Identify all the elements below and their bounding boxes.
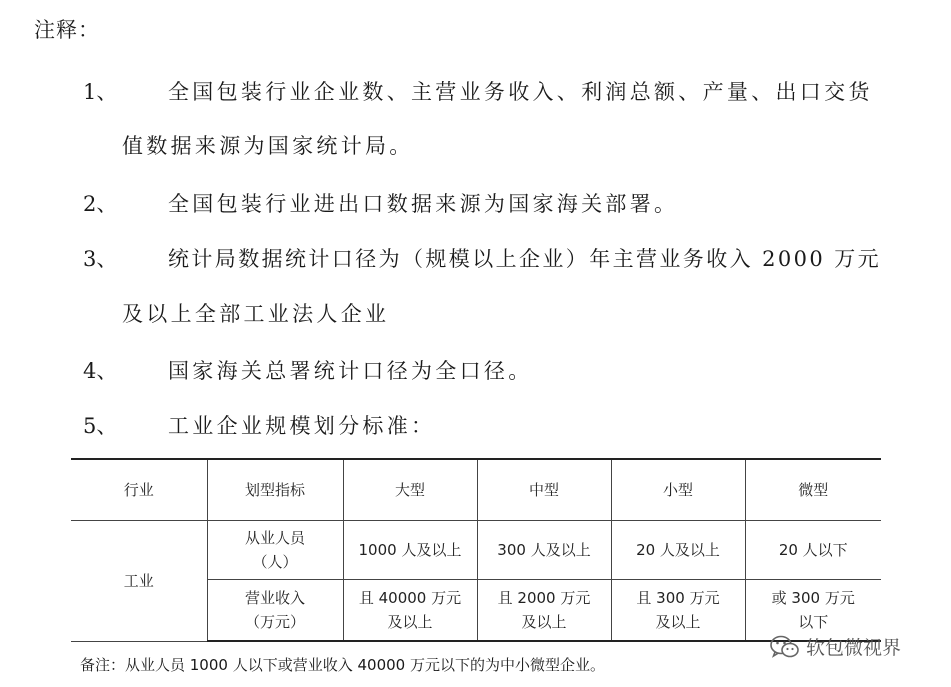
header-micro: 微型 <box>745 459 881 521</box>
note-2-line-1: 全国包装行业进出口数据来源为国家海关部署。 <box>168 192 679 216</box>
revenue-medium <box>477 580 611 642</box>
revenue-micro-line-1: 或 300 万元 <box>771 589 855 607</box>
note-number-1: 1、 <box>83 80 118 104</box>
indicator-revenue-line-1: 营业收入 <box>244 589 305 607</box>
revenue-large-line-2: 及以上 <box>387 613 433 631</box>
note-number-2: 2、 <box>83 192 118 216</box>
header-medium: 中型 <box>477 459 611 521</box>
watermark <box>770 633 901 660</box>
note-number-5: 5、 <box>83 414 118 438</box>
header-indicator: 划型指标 <box>207 459 343 521</box>
note-5-line-1: 工业企业规模划分标准： <box>168 414 436 438</box>
revenue-micro-line-2: 以下 <box>798 613 829 631</box>
note-1-line-1: 全国包装行业企业数、主营业务收入、利润总额、产量、出口交货 <box>168 80 873 104</box>
industry-cell <box>71 521 207 642</box>
revenue-large-line-1: 且 40000 万元 <box>358 589 462 607</box>
note-3-line-1: 统计局数据统计口径为（规模以上企业）年主营业务收入 2000 万元 <box>168 247 881 271</box>
note-3-line-2: 及以上全部工业法人企业 <box>122 302 390 326</box>
indicator-employees-line-1: 从业人员 <box>244 529 305 547</box>
header-small: 小型 <box>611 459 745 521</box>
indicator-revenue <box>207 580 343 642</box>
employees-micro: 20 人以下 <box>745 521 881 580</box>
revenue-small-line-1: 且 300 万元 <box>636 589 720 607</box>
note-number-4: 4、 <box>83 359 118 383</box>
header-industry: 行业 <box>71 459 207 521</box>
employees-medium: 300 人及以上 <box>477 521 611 580</box>
note-4-line-1: 国家海关总署统计口径为全口径。 <box>168 359 533 383</box>
indicator-employees <box>207 521 343 580</box>
employees-small: 20 人及以上 <box>611 521 745 580</box>
revenue-medium-line-2: 及以上 <box>521 613 567 631</box>
revenue-micro <box>745 580 881 642</box>
revenue-large <box>343 580 477 642</box>
header-large: 大型 <box>343 459 477 521</box>
employees-large: 1000 人及以上 <box>343 521 477 580</box>
notes-heading: 注释： <box>34 18 100 42</box>
industry-label: 工业 <box>123 571 154 590</box>
revenue-small-line-2: 及以上 <box>655 613 701 631</box>
revenue-medium-line-1: 且 2000 万元 <box>497 589 591 607</box>
revenue-small <box>611 580 745 642</box>
wechat-icon <box>770 634 800 660</box>
indicator-revenue-line-2: （万元） <box>244 613 305 631</box>
indicator-employees-line-2: （人） <box>252 553 298 571</box>
table-row <box>71 521 881 580</box>
note-number-3: 3、 <box>83 247 118 271</box>
watermark-text: 软包微视界 <box>806 637 902 659</box>
footnote: 备注：从业人员 1000 人以下或营业收入 40000 万元以下的为中小微型企业。 <box>80 656 605 674</box>
note-1-line-2: 值数据来源为国家统计局。 <box>122 134 414 158</box>
table-header-row <box>71 459 881 521</box>
enterprise-size-table <box>71 458 881 642</box>
